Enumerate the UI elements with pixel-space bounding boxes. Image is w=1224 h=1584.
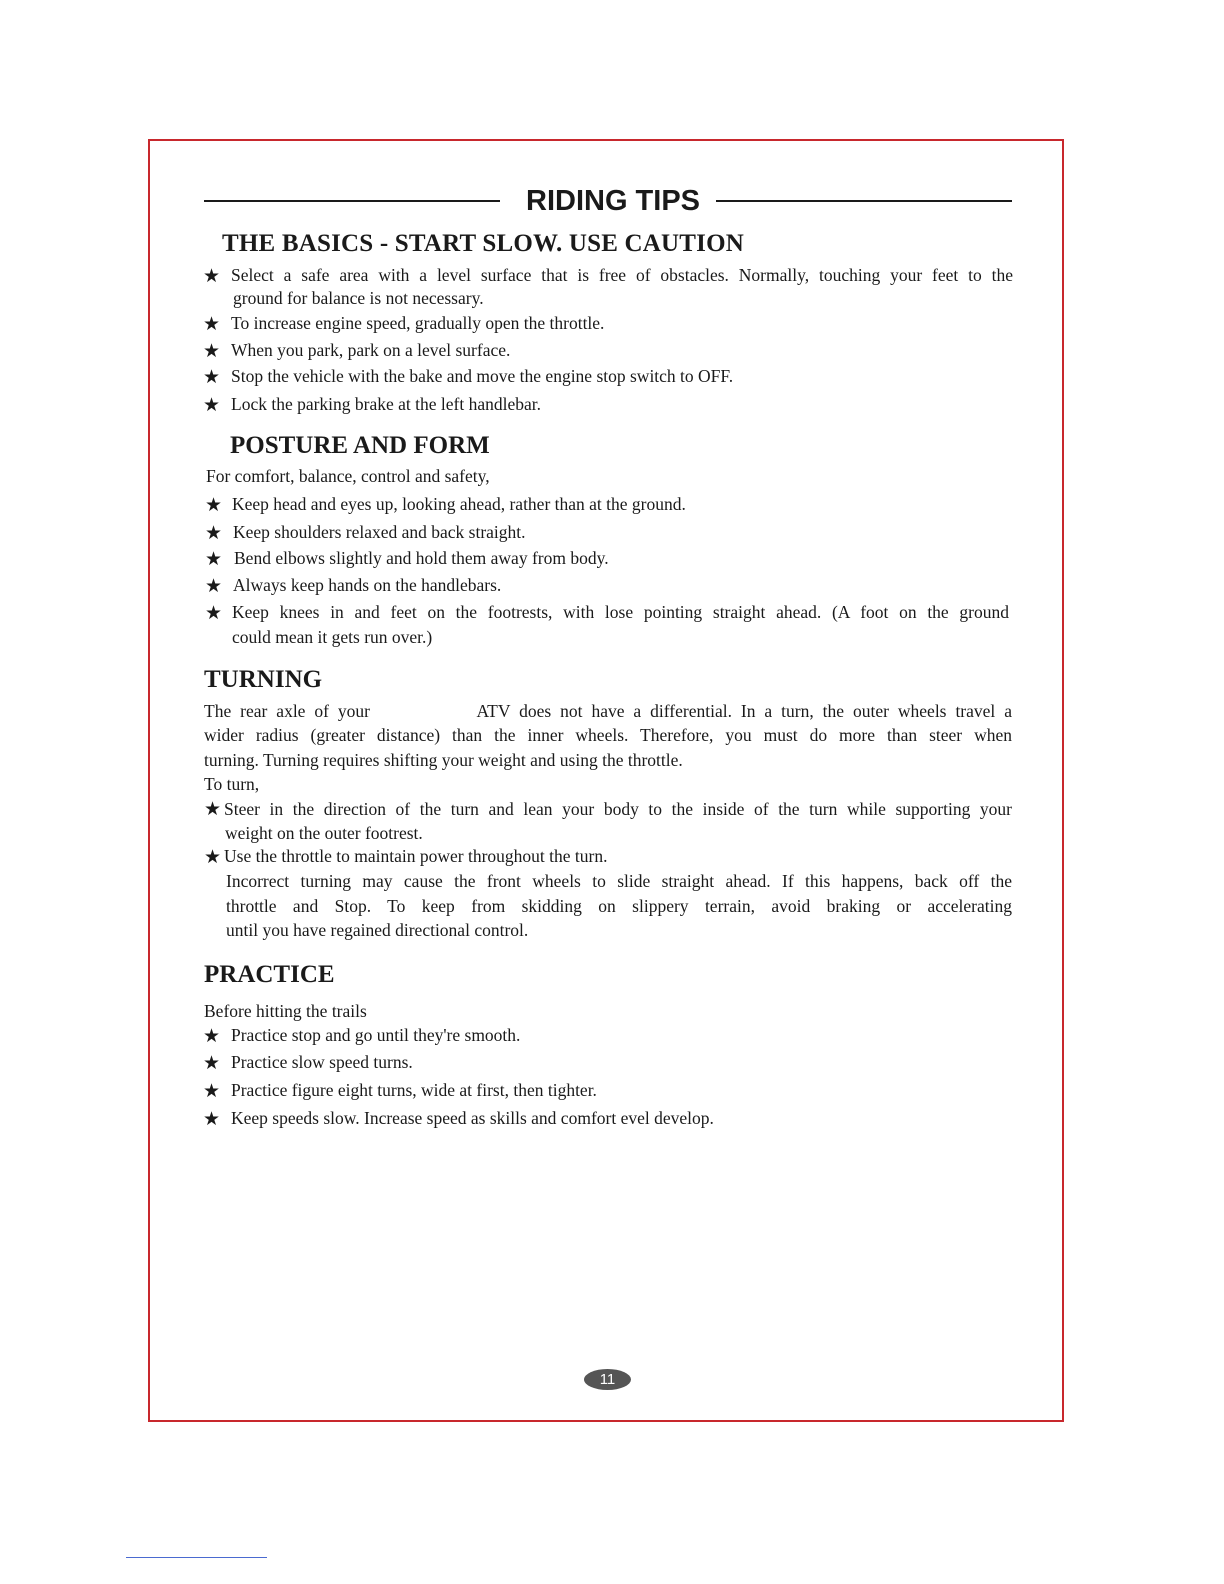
posture-bullet-2: Keep shoulders relaxed and back straight.	[233, 522, 526, 542]
practice-heading: PRACTICE	[204, 961, 335, 988]
turning-note-line-2: throttle and Stop. To keep from skidding on slippery terrain, avoid braking or accelerating	[226, 896, 1012, 916]
posture-bullet-3: Bend elbows slightly and hold them away from body.	[234, 548, 609, 568]
turning-para-line-3: turning. Turning requires shifting your weight and using the throttle.	[204, 750, 683, 770]
star-icon: ★	[203, 1108, 221, 1130]
practice-bullet-1: Practice stop and go until they're smooth.	[231, 1025, 521, 1045]
posture-intro: For comfort, balance, control and safety,	[206, 466, 490, 486]
posture-bullet-5-cont: could mean it gets run over.)	[232, 627, 433, 647]
posture-bullet-1: Keep head and eyes up, looking ahead, rather than at the ground.	[232, 494, 686, 514]
turning-bullet-2: Use the throttle to maintain power throughout the turn.	[224, 846, 608, 866]
page-title: RIDING TIPS	[526, 184, 701, 217]
turning-bullet-1: Steer in the direction of the turn and lean your body to the inside of the turn while supporting your	[224, 799, 1012, 819]
star-icon: ★	[205, 575, 223, 597]
star-icon: ★	[203, 340, 221, 362]
star-icon: ★	[203, 394, 221, 416]
star-icon: ★	[203, 313, 221, 335]
basics-bullet-5: Lock the parking brake at the left handlebar.	[231, 394, 542, 414]
turning-para-line-1: The rear axle of your ATV does not have a differential. In a turn, the outer wheels travel a	[204, 701, 1012, 721]
basics-bullet-4: Stop the vehicle with the bake and move the engine stop switch to OFF.	[231, 366, 734, 386]
star-icon: ★	[205, 548, 223, 570]
practice-intro: Before hitting the trails	[204, 1001, 367, 1021]
practice-bullet-3: Practice figure eight turns, wide at first, then tighter.	[231, 1080, 597, 1100]
star-icon: ★	[203, 265, 221, 287]
turning-to-turn: To turn,	[204, 774, 260, 794]
footer-rule	[126, 1557, 267, 1558]
star-icon: ★	[203, 366, 221, 388]
basics-bullet-2: To increase engine speed, gradually open the throttle.	[231, 313, 605, 333]
basics-bullet-1-cont: ground for balance is not necessary.	[233, 288, 484, 308]
title-rule-right	[716, 200, 1012, 202]
practice-bullet-4: Keep speeds slow. Increase speed as skills and comfort evel develop.	[231, 1108, 714, 1128]
turning-para-line-2: wider radius (greater distance) than the inner wheels. Therefore, you must do more than steer when	[204, 725, 1012, 745]
posture-heading: POSTURE AND FORM	[230, 432, 490, 459]
turning-note-line-1: Incorrect turning may cause the front wheels to slide straight ahead. If this happens, back off the	[226, 871, 1012, 891]
star-icon: ★	[204, 798, 222, 820]
star-icon: ★	[205, 522, 223, 544]
posture-bullet-4: Always keep hands on the handlebars.	[233, 575, 502, 595]
title-row	[204, 178, 1012, 224]
star-icon: ★	[203, 1025, 221, 1047]
star-icon: ★	[204, 846, 222, 868]
basics-heading: THE BASICS - START SLOW. USE CAUTION	[222, 230, 744, 257]
turning-bullet-1-cont: weight on the outer footrest.	[225, 823, 423, 843]
star-icon: ★	[205, 602, 223, 624]
turning-note-line-3: until you have regained directional control.	[226, 920, 529, 940]
basics-bullet-1: Select a safe area with a level surface that is free of obstacles. Normally, touching your feet to the	[231, 265, 1013, 285]
star-icon: ★	[203, 1052, 221, 1074]
star-icon: ★	[205, 494, 223, 516]
practice-bullet-2: Practice slow speed turns.	[231, 1052, 413, 1072]
turning-heading: TURNING	[204, 666, 323, 693]
basics-bullet-3: When you park, park on a level surface.	[231, 340, 511, 360]
title-rule-left	[204, 200, 500, 202]
page-number-badge: 11	[584, 1369, 631, 1390]
star-icon: ★	[203, 1080, 221, 1102]
posture-bullet-5: Keep knees in and feet on the footrests, with lose pointing straight ahead. (A foot on the ground	[232, 602, 1009, 622]
